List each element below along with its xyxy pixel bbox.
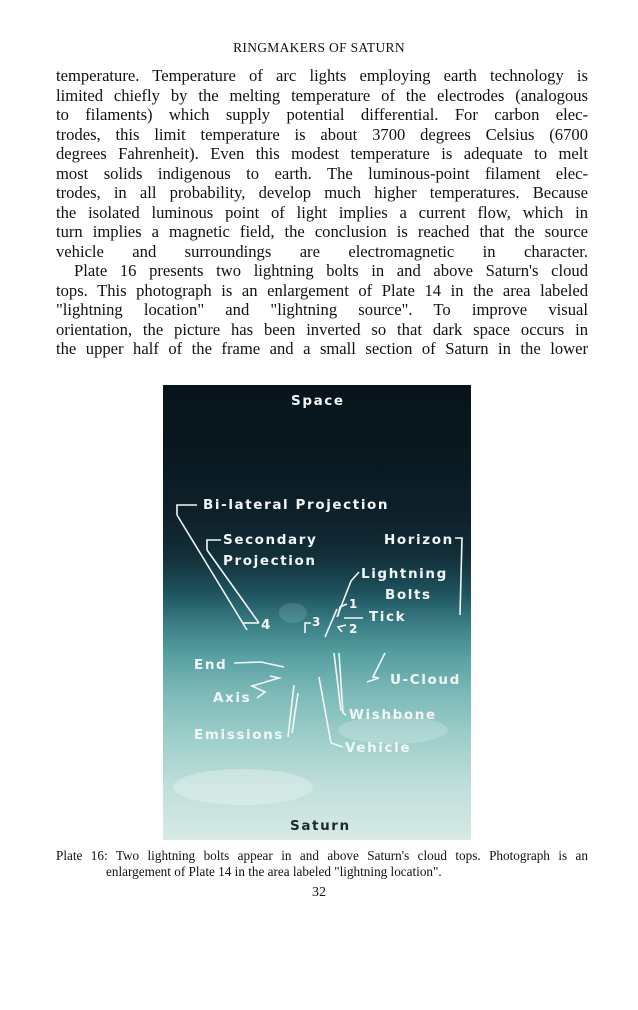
label-3: 3 (312, 615, 322, 629)
body-line: trodes, this limit temperature is about 3700 degrees Celsius (6700 (56, 124, 588, 144)
label-saturn: Saturn (290, 818, 351, 834)
label-3-bracket (305, 623, 311, 633)
body-line: Plate 16 presents two lightning bolts in and above Saturn's cloud (74, 261, 588, 280)
label-wishbone: Wishbone (349, 707, 437, 723)
label-end: End (194, 657, 228, 673)
running-head: RINGMAKERS OF SATURN (233, 40, 405, 55)
tick-3-slash (325, 609, 337, 637)
body-line: tops. This photograph is an enlargement of Plate 14 in the area labeled (56, 280, 588, 300)
body-line: vehicle and surroundings are electromagnetic in character. (56, 241, 588, 261)
end-leader (234, 662, 284, 667)
plate-annotation-lines (163, 385, 471, 840)
vehicle-leader (319, 677, 343, 747)
plate-caption (56, 848, 588, 880)
secondary-bracket-line (207, 540, 221, 550)
caption-line-1: Plate 16: Two lightning bolts appear in and above Saturn's cloud tops. Photograph is an (56, 848, 588, 863)
body-line: turn implies a magnetic field, the conclusion is reached that the source (56, 222, 588, 241)
vehicle-glow (279, 603, 307, 623)
bilateral-bracket-line (177, 505, 197, 515)
label-2: 2 (349, 622, 359, 636)
label-secondary: Secondary (223, 532, 318, 548)
label-tick: Tick (369, 609, 407, 625)
body-line: temperature. Temperature of arc lights employing earth technology is (56, 66, 588, 85)
caption-line-2: enlargement of Plate 14 in the area labeled "lightning location". (106, 864, 442, 879)
axis-zigzag (252, 676, 279, 698)
ucloud-leader (367, 653, 385, 682)
label-horizon: Horizon (384, 532, 454, 548)
label-vehicle: Vehicle (345, 740, 412, 756)
body-line: degrees Fahrenheit). Even this modest temperature is adequate to melt (56, 144, 588, 163)
body-line: orientation, the picture has been inverted so that dark space occurs in (56, 319, 588, 339)
label-1: 1 (349, 597, 359, 611)
label-axis: Axis (213, 690, 252, 706)
label-4: 4 (261, 617, 272, 633)
plate-16-photograph (163, 385, 471, 840)
body-text (56, 66, 588, 359)
label-bolts: Bolts (385, 587, 432, 603)
label-space: Space (291, 393, 345, 409)
label-lightning: Lightning (361, 566, 448, 582)
cloud-highlight (173, 769, 313, 805)
body-line: to filaments) which supply potential differential. For carbon elec- (56, 105, 588, 124)
label-bilateral-projection: Bi-lateral Projection (203, 497, 390, 513)
tick-2-mark (338, 625, 346, 632)
horizon-bracket-line (455, 538, 462, 615)
label-projection: Projection (223, 553, 317, 569)
page-number: 32 (312, 885, 326, 900)
body-line: trodes, in all probability, develop much higher temperatures. Because (56, 183, 588, 202)
body-line: most solids indigenous to earth. The luminous-point filament elec- (56, 163, 588, 183)
body-line: the upper half of the frame and a small section of Saturn in the lower (56, 339, 588, 358)
body-line: limited chiefly by the melting temperature of the electrodes (analogous (56, 85, 588, 105)
label-emissions: Emissions (194, 727, 284, 743)
body-line: "lightning location" and "lightning source". To improve visual (56, 300, 588, 319)
label-u-cloud: U-Cloud (390, 672, 461, 688)
body-line: the isolated luminous point of light implies a current flow, which in (56, 202, 588, 222)
tick-1-mark (338, 604, 347, 616)
